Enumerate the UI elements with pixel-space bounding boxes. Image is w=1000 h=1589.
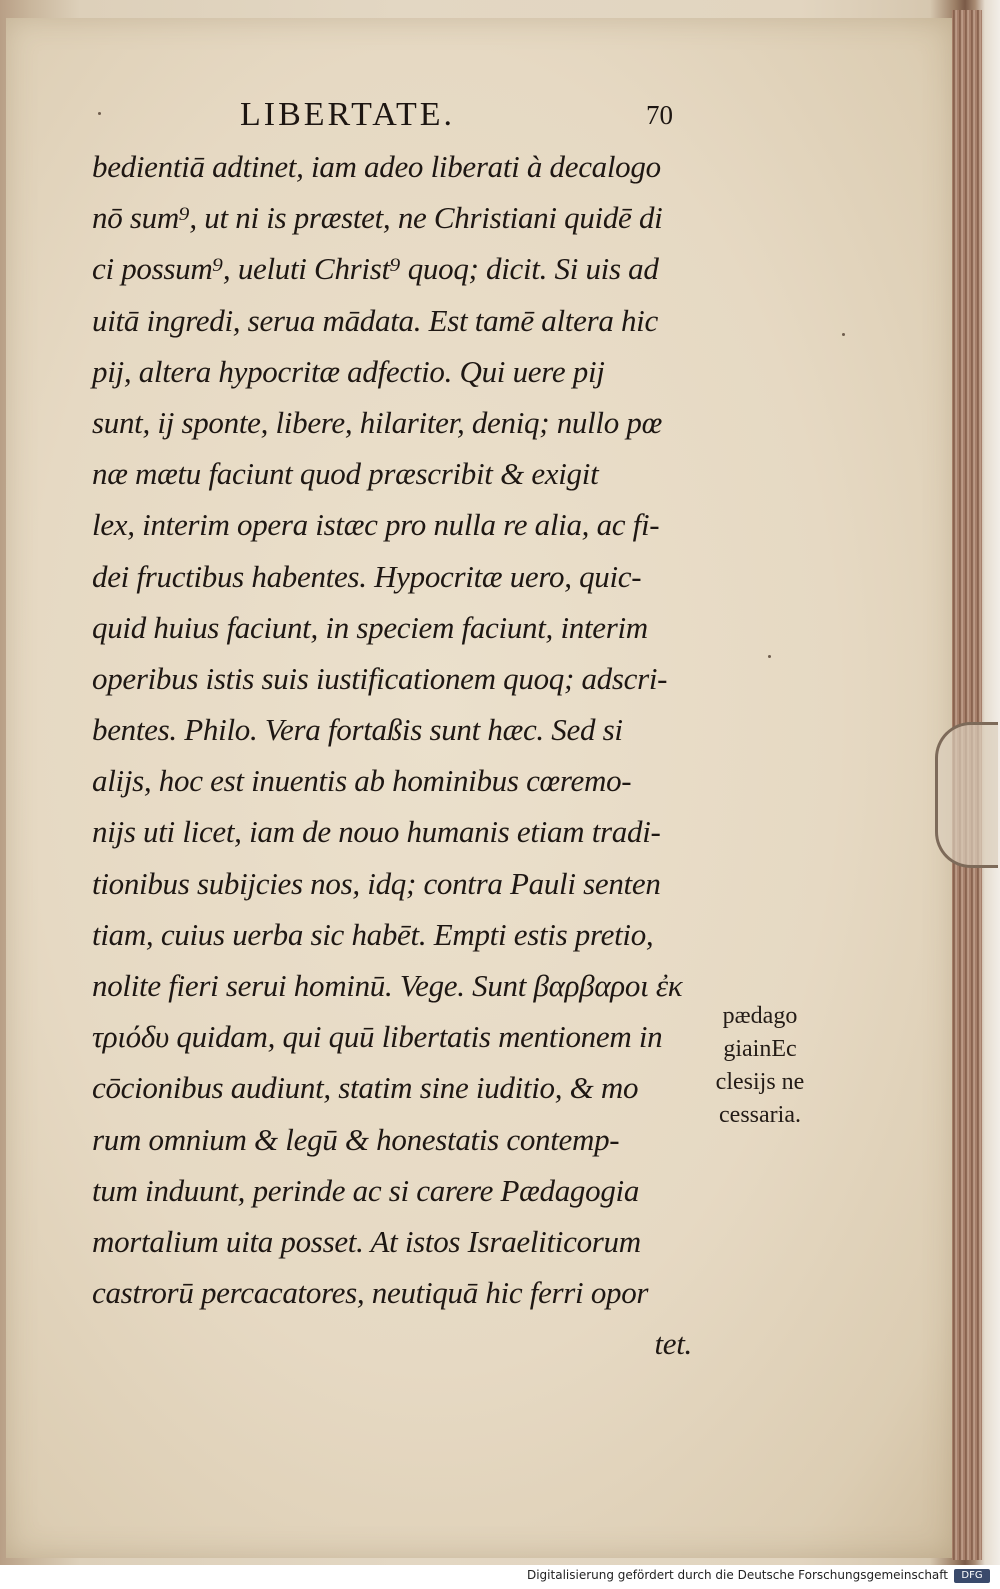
text-line: operibus istis suis iustificationem quoq; adscri- [92, 660, 668, 696]
marginal-note-line: cessaria. [719, 1102, 801, 1128]
text-line: nō sum⁹, ut ni is præstet, ne Christiani quidē di [92, 200, 663, 236]
text-line: τριόδυ quidam, qui quū libertatis mentionem in [92, 1019, 663, 1055]
page-number: 70 [646, 100, 673, 130]
marginal-note [700, 1000, 820, 1132]
text-line: bedientiā adtinet, iam adeo liberati à decalogo [92, 149, 661, 184]
dfg-logo: DFG [954, 1569, 990, 1583]
text-line: bentes. Philo. Vera fortaßis sunt hæc. Sed si [92, 712, 623, 748]
ink-speck [842, 333, 845, 336]
text-line: tiam, cuius uerba sic habēt. Empti estis pretio, [92, 916, 654, 952]
text-line: mortalium uita posset. At istos Israeliticorum [92, 1223, 641, 1259]
text-line: alijs, hoc est inuentis ab hominibus cœremo- [92, 763, 632, 799]
text-line: nijs uti licet, iam de nouo humanis etiam tradi- [92, 814, 661, 850]
text-line: castrorū percacatores, neutiquā hic ferri opor [92, 1275, 649, 1311]
footer-bar [0, 1565, 1000, 1589]
marginal-note-line: giainEc [723, 1036, 797, 1062]
text-line: dei fructibus habentes. Hypocritæ uero, quic- [92, 558, 642, 594]
text-line: ci possum⁹, ueluti Christ⁹ quoq; dicit. Si uis ad [92, 251, 659, 287]
catchword: tet. [654, 1326, 692, 1362]
body-text [92, 141, 692, 1370]
text-line: tionibus subijcies nos, idq; contra Pauli senten [92, 865, 661, 901]
text-line: pij, altera hypocritæ adfectio. Qui uere pij [92, 353, 605, 389]
ink-speck [98, 112, 101, 115]
text-line: rum omnium & legū & honestatis contemp- [92, 1121, 620, 1157]
running-head: LIBERTATE. [240, 96, 456, 133]
funding-credit: Digitalisierung gefördert durch die Deutsche Forschungsgemeinschaft [526, 1568, 948, 1582]
text-line: uitā ingredi, serua mādata. Est tamē altera hic [92, 302, 658, 338]
text-line: lex, interim opera istæc pro nulla re alia, ac fi- [92, 507, 660, 543]
text-line: cōcionibus audiunt, statim sine iuditio, & mo [92, 1070, 639, 1106]
text-line: nolite fieri serui hominū. Vege. Sunt βαρβαροι ἐκ [92, 968, 683, 1003]
text-line: tum induunt, perinde ac si carere Pædagogia [92, 1172, 640, 1208]
marginal-note-line: clesijs ne [715, 1069, 805, 1095]
ink-speck [768, 655, 771, 658]
page-tab [935, 722, 998, 868]
text-line: næ mætu faciunt quod præscribit & exigit [92, 456, 599, 492]
text-line: quid huius faciunt, in speciem faciunt, interim [92, 609, 648, 645]
marginal-note-line: pædago [722, 1003, 798, 1029]
text-line: sunt, ij sponte, libere, hilariter, deniq; nullo pœ [92, 404, 662, 440]
